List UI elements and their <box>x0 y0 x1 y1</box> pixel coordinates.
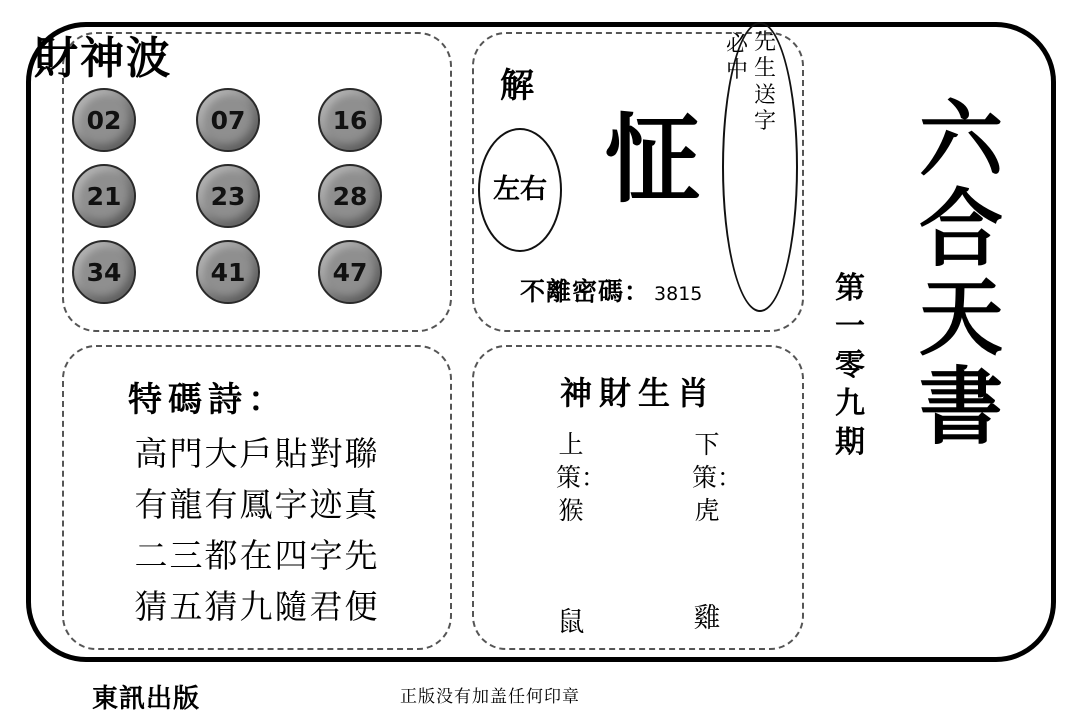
vertical-text-sender: 先生送字 <box>753 30 776 135</box>
number-ball[interactable]: 16 <box>318 88 382 152</box>
zodiac-extra-rat: 鼠 <box>557 607 585 638</box>
poem-line: 二三都在四字先 <box>134 536 380 576</box>
zodiac-title: 神財生肖 <box>559 374 716 412</box>
poem-line: 高門大戶貼對聯 <box>134 434 380 473</box>
publisher-name: 東訊出版 <box>92 684 201 714</box>
number-ball[interactable]: 28 <box>318 164 382 228</box>
masthead-char: 六 <box>918 91 1003 189</box>
masthead-char: 合 <box>918 180 1003 279</box>
masthead-char: 書 <box>918 358 1003 457</box>
caishenbo-title: 財神波 <box>34 33 172 84</box>
poem-line: 猜五猜九隨君便 <box>134 587 380 627</box>
vertical-text-sure-hit: 必中 <box>725 32 748 84</box>
number-ball[interactable]: 47 <box>318 240 382 304</box>
secret-code-line <box>520 272 702 308</box>
zodiac-upper-strategy: 上策：猴 <box>556 430 607 525</box>
secret-code-value: 3815 <box>654 283 703 305</box>
poem-title: 特碼詩： <box>128 380 288 420</box>
issue-number: 第一零九期 <box>835 271 865 460</box>
number-ball[interactable]: 34 <box>72 240 136 304</box>
number-ball[interactable]: 07 <box>196 88 260 152</box>
zodiac-extra-rooster: 雞 <box>693 603 721 634</box>
poem-line: 有龍有鳳字迹真 <box>134 485 380 525</box>
big-character: 怔 <box>604 104 700 216</box>
left-right-text: 左右 <box>493 174 547 206</box>
number-ball[interactable]: 21 <box>72 164 136 228</box>
masthead-title <box>866 91 1056 457</box>
zodiac-lower-strategy: 下策：虎 <box>692 430 743 525</box>
number-ball[interactable]: 41 <box>196 240 260 304</box>
masthead-char: 天 <box>918 269 1003 368</box>
left-right-ellipse <box>478 128 562 252</box>
number-ball[interactable]: 23 <box>196 164 260 228</box>
secret-code-label: 不離密碼： <box>520 277 651 306</box>
poem-lines <box>62 428 452 633</box>
jie-label: 解 <box>500 66 534 106</box>
authenticity-notice: 正版没有加盖任何印章 <box>400 687 580 707</box>
number-ball[interactable]: 02 <box>72 88 136 152</box>
number-ball-grid <box>26 88 366 288</box>
